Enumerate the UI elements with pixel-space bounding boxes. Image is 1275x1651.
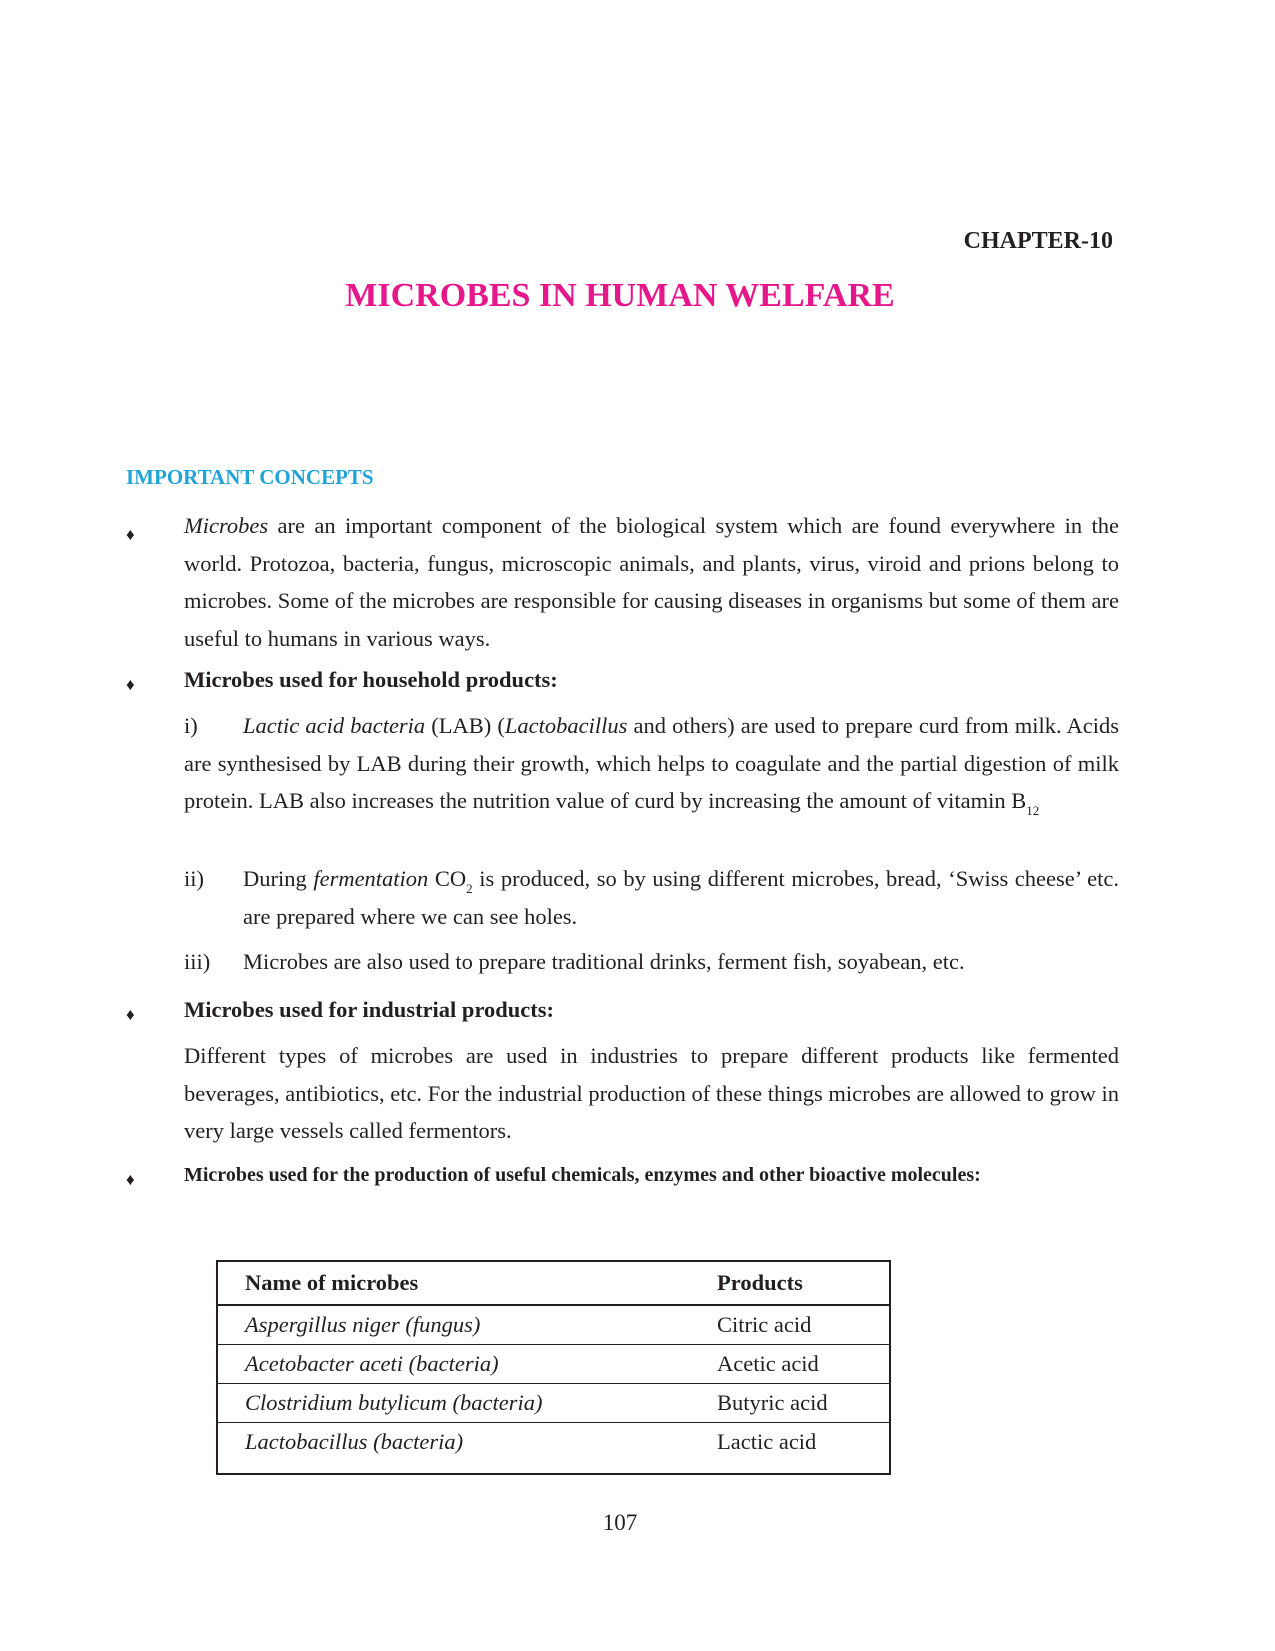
item-number: ii) xyxy=(184,866,204,891)
chapter-label: CHAPTER-10 xyxy=(963,228,1113,254)
bullet-icon: ♦ xyxy=(126,1005,135,1024)
intro-paragraph xyxy=(184,507,1119,657)
table-row xyxy=(217,1384,890,1423)
chemicals-heading: Microbes used for the production of useful chemicals, enzymes and other bioactive molecules: xyxy=(184,1164,981,1186)
item-number: i) xyxy=(184,713,198,738)
item-text: Microbes are also used to prepare traditional drinks, ferment fish, soyabean, etc. xyxy=(243,949,965,974)
table-row xyxy=(217,1305,890,1345)
lab-abbr: (LAB) ( xyxy=(425,713,505,738)
industrial-paragraph: Different types of microbes are used in industries to prepare different products like fermented beverages, antibiotics, etc. For the industrial production of these things microbes are allowed to grow in very large vessels called fermentors. xyxy=(184,1043,1119,1143)
fermentation-term: fermentation xyxy=(313,866,429,891)
lab-term: Lactic acid bacteria xyxy=(243,713,426,738)
subscript: 2 xyxy=(466,881,473,896)
product-name: Butyric acid xyxy=(717,1384,890,1423)
microbe-name: Lactobacillus (bacteria) xyxy=(245,1429,464,1454)
product-name: Lactic acid xyxy=(717,1429,817,1454)
bullet-icon: ♦ xyxy=(126,525,135,544)
column-header: Products xyxy=(717,1261,890,1305)
household-item-2 xyxy=(184,860,1119,940)
bullet-icon: ♦ xyxy=(126,675,135,694)
intro-term: Microbes xyxy=(184,513,269,538)
section-heading: IMPORTANT CONCEPTS xyxy=(126,465,374,489)
household-item-1 xyxy=(184,707,1119,857)
column-header: Name of microbes xyxy=(217,1261,717,1305)
table-row xyxy=(217,1345,890,1384)
microbes-table xyxy=(216,1260,891,1475)
item-text: is produced, so by using different microbes, bread, ‘Swiss cheese’ etc. are prepared where we can see holes. xyxy=(243,866,1119,929)
household-heading: Microbes used for household products: xyxy=(184,667,558,692)
co-text: CO xyxy=(428,866,467,891)
product-name: Citric acid xyxy=(717,1305,890,1345)
item-number: iii) xyxy=(184,949,211,974)
item-text-pre: During xyxy=(243,866,314,891)
intro-text: are an important component of the biological system which are found everywhere in the world. Protozoa, bacteria, fungus, microscopic animals, and plants, virus, viroid and prions belong to microbes. Some of the microbes are responsible for causing diseases in organisms but some of them are useful to humans in various ways. xyxy=(184,513,1119,651)
item-text: and others) are used to prepare curd from milk. Acids are synthesised by LAB during their growth, which helps to coagulate and the partial digestion of milk protein. LAB also increases the nutrition value of curd by increasing the amount of vitamin B xyxy=(184,713,1119,813)
page-number: 107 xyxy=(602,1510,638,1535)
bullet-icon: ♦ xyxy=(126,1170,135,1189)
product-name: Acetic acid xyxy=(717,1345,890,1384)
microbe-name: Acetobacter aceti (bacteria) xyxy=(217,1345,717,1384)
subscript: 12 xyxy=(1026,803,1040,818)
genus-term: Lactobacillus xyxy=(504,713,628,738)
chapter-title: MICROBES IN HUMAN WELFARE xyxy=(345,277,895,314)
household-item-3 xyxy=(184,943,1119,983)
industrial-heading: Microbes used for industrial products: xyxy=(184,997,555,1022)
microbe-name: Aspergillus niger (fungus) xyxy=(217,1305,717,1345)
table-header-row xyxy=(217,1261,890,1305)
table-row xyxy=(217,1423,890,1475)
microbe-name: Clostridium butylicum (bacteria) xyxy=(217,1384,717,1423)
